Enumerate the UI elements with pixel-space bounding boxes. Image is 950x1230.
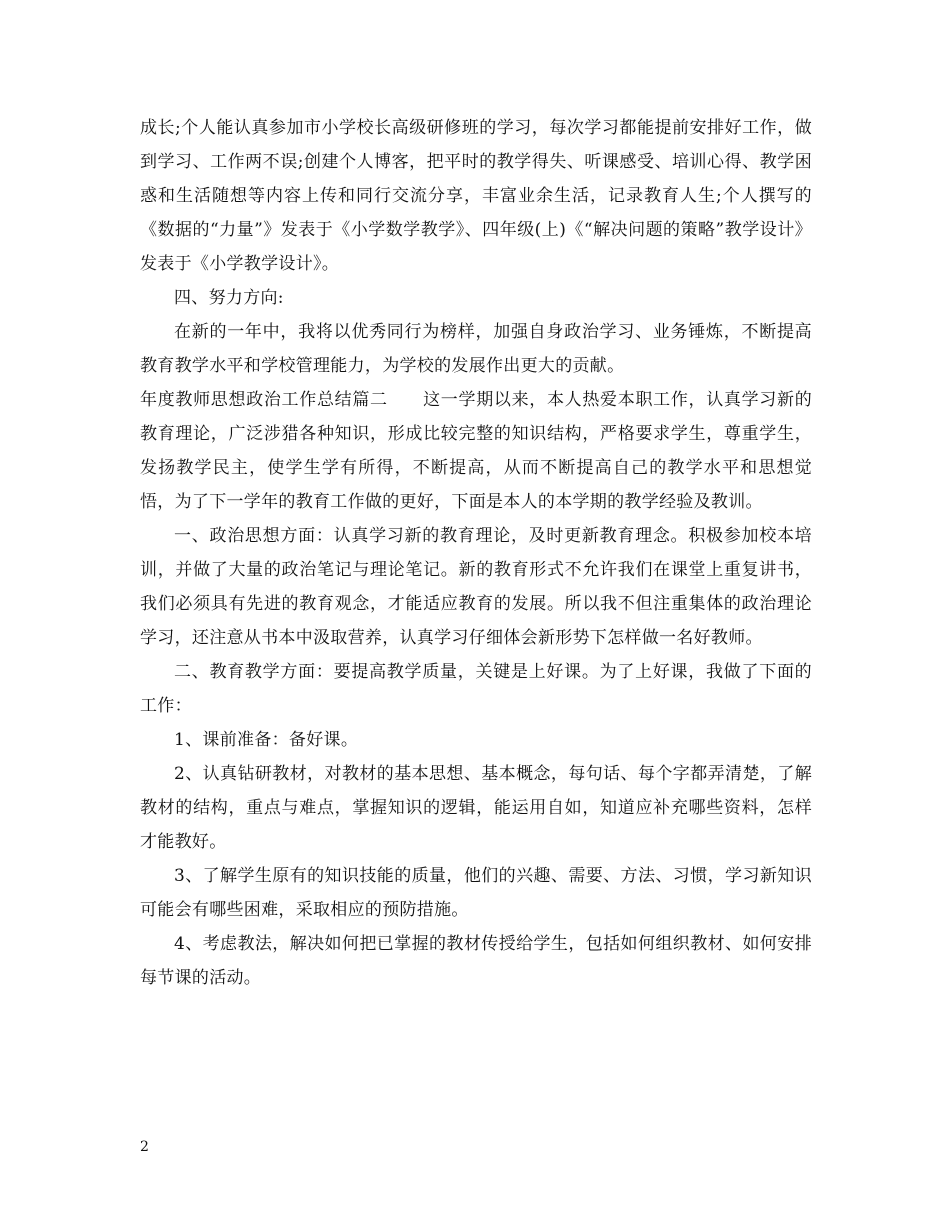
- paragraph-9: 3、了解学生原有的知识技能的质量，他们的兴趣、需要、方法、习惯，学习新知识可能会有哪些困难，采取相应的预防措施。: [140, 866, 812, 920]
- paragraph-7: 1、课前准备：备好课。: [174, 730, 359, 750]
- paragraph-10: 4、考虑教法，解决如何把已掌握的教材传授给学生，包括如何组织教材、如何安排每节课的活动。: [140, 934, 812, 988]
- paragraph-1: 成长;个人能认真参加市小学校长高级研修班的学习，每次学习都能提前安排好工作，做到学习、工作两不误;创建个人博客，把平时的教学得失、听课感受、培训心得、教学困惑和生活随想等内容上传和同行交流分享，丰富业余生活，记录教育人生;个人撰写的《数据的“力量”》发表于《小学数学教学》、四年级(上)《“解决问题的策略”教学设计》发表于《小学教学设计》。: [140, 118, 812, 274]
- page-number: 2: [140, 1139, 149, 1155]
- paragraph-8: 2、认真钻研教材，对教材的基本思想、基本概念，每句话、每个字都弄清楚，了解教材的结构，重点与难点，掌握知识的逻辑，能运用自如，知道应补充哪些资料，怎样才能教好。: [140, 764, 812, 852]
- paragraph-5: 一、政治思想方面：认真学习新的教育理论，及时更新教育理念。积极参加校本培训，并做了大量的政治笔记与理论笔记。新的教育形式不允许我们在课堂上重复讲书，我们必须具有先进的教育观念，才能适应教育的发展。所以我不但注重集体的政治理论学习，还注意从书本中汲取营养，认真学习仔细体会新形势下怎样做一名好教师。: [140, 526, 812, 648]
- document-body: [140, 111, 812, 995]
- paragraph-3: 在新的一年中，我将以优秀同行为榜样，加强自身政治学习、业务锤炼，不断提高教育教学水平和学校管理能力，为学校的发展作出更大的贡献。: [140, 322, 812, 376]
- paragraph-2: 四、努力方向:: [174, 288, 284, 308]
- paragraph-4: 年度教师思想政治工作总结篇二 这一学期以来，本人热爱本职工作，认真学习新的教育理论，广泛涉猎各种知识，形成比较完整的知识结构，严格要求学生，尊重学生，发扬教学民主，使学生学有所得，不断提高，从而不断提高自己的教学水平和思想觉悟，为了下一学年的教育工作做的更好，下面是本人的本学期的教学经验及教训。: [140, 390, 812, 512]
- paragraph-6: 二、教育教学方面：要提高教学质量，关键是上好课。为了上好课，我做了下面的工作：: [140, 662, 812, 716]
